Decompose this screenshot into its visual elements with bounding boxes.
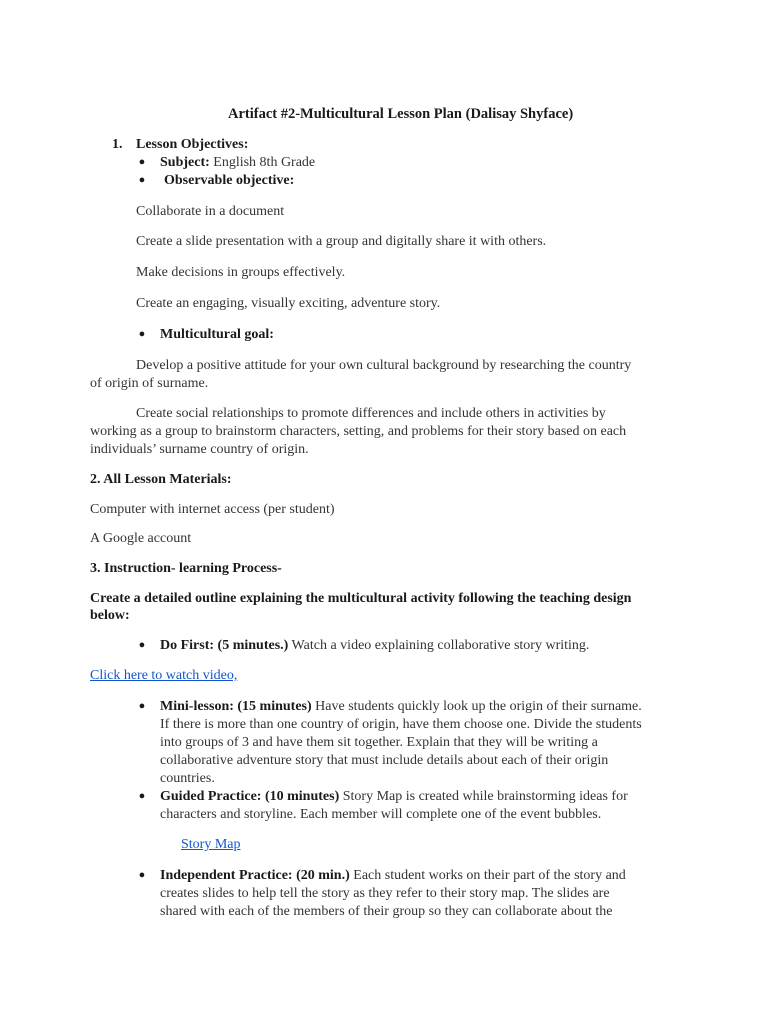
independent-practice-label: Independent Practice: (20 min.) <box>160 868 350 883</box>
section-3-heading: 3. Instruction- learning Process- <box>90 561 282 576</box>
goal-1-line: Develop a positive attitude for your own cultural background by researching the country <box>136 358 632 373</box>
section-1-heading: Lesson Objectives: <box>136 137 249 152</box>
goal-1-line: of origin of surname. <box>90 376 209 391</box>
independent-practice-line <box>160 867 626 884</box>
guided-practice-label: Guided Practice: (10 minutes) <box>160 789 340 804</box>
story-map-link[interactable]: Story Map <box>181 837 241 852</box>
observable-objective-label: Observable objective: <box>164 173 295 188</box>
do-first-text: Watch a video explaining collaborative story writing. <box>288 638 590 653</box>
subject-label: Subject: <box>160 155 210 170</box>
goal-2-line: Create social relationships to promote differences and include others in activities by <box>136 406 606 421</box>
mini-lesson-line: into groups of 3 and have them sit together. Explain that they will be writing a <box>160 735 598 750</box>
bullet-icon: ● <box>138 790 146 802</box>
independent-practice-line: shared with each of the members of their group so they can collaborate about the <box>160 904 613 919</box>
section-2-heading: 2. All Lesson Materials: <box>90 472 232 487</box>
mini-lesson-label: Mini-lesson: (15 minutes) <box>160 699 312 714</box>
multicultural-goal-label: Multicultural goal: <box>160 327 274 342</box>
bullet-icon: ● <box>138 700 146 712</box>
do-first-label: Do First: (5 minutes.) <box>160 638 289 653</box>
mini-lesson-text: Have students quickly look up the origin of their surname. <box>311 699 642 714</box>
guided-practice-text: Story Map is created while brainstorming ideas for <box>339 789 628 804</box>
section-3-intro-line: below: <box>90 608 130 623</box>
section-1-number: 1. <box>112 137 123 152</box>
do-first-item <box>160 637 589 654</box>
independent-practice-text: Each student works on their part of the story and <box>349 868 626 883</box>
mini-lesson-line: countries. <box>160 771 215 786</box>
bullet-icon: ● <box>138 174 146 186</box>
objective-item: Make decisions in groups effectively. <box>136 265 346 280</box>
independent-practice-line: creates slides to help tell the story as they refer to their story map. The slides are <box>160 886 610 901</box>
mini-lesson-line <box>160 698 642 715</box>
goal-2-line: individuals’ surname country of origin. <box>90 442 309 457</box>
mini-lesson-line: collaborative adventure story that must include details about each of their origin <box>160 753 609 768</box>
bullet-icon: ● <box>138 328 146 340</box>
objective-item: Collaborate in a document <box>136 204 285 219</box>
bullet-icon: ● <box>138 869 146 881</box>
document-title: Artifact #2-Multicultural Lesson Plan (Dalisay Shyface) <box>228 106 574 122</box>
guided-practice-line <box>160 788 628 805</box>
mini-lesson-line: If there is more than one country of origin, have them choose one. Divide the students <box>160 717 642 732</box>
section-3-intro-line: Create a detailed outline explaining the multicultural activity following the teaching design <box>90 591 632 606</box>
subject-value: English 8th Grade <box>209 155 316 170</box>
objective-item: Create a slide presentation with a group and digitally share it with others. <box>136 234 547 249</box>
bullet-icon: ● <box>138 156 146 168</box>
material-item: A Google account <box>90 531 192 546</box>
bullet-icon: ● <box>138 639 146 651</box>
material-item: Computer with internet access (per student) <box>90 502 335 517</box>
subject-line <box>160 154 315 171</box>
objective-item: Create an engaging, visually exciting, adventure story. <box>136 296 441 311</box>
guided-practice-line: characters and storyline. Each member will complete one of the event bubbles. <box>160 807 602 822</box>
goal-2-line: working as a group to brainstorm characters, setting, and problems for their story based on each <box>90 424 627 439</box>
watch-video-link[interactable]: Click here to watch video, <box>90 668 238 683</box>
